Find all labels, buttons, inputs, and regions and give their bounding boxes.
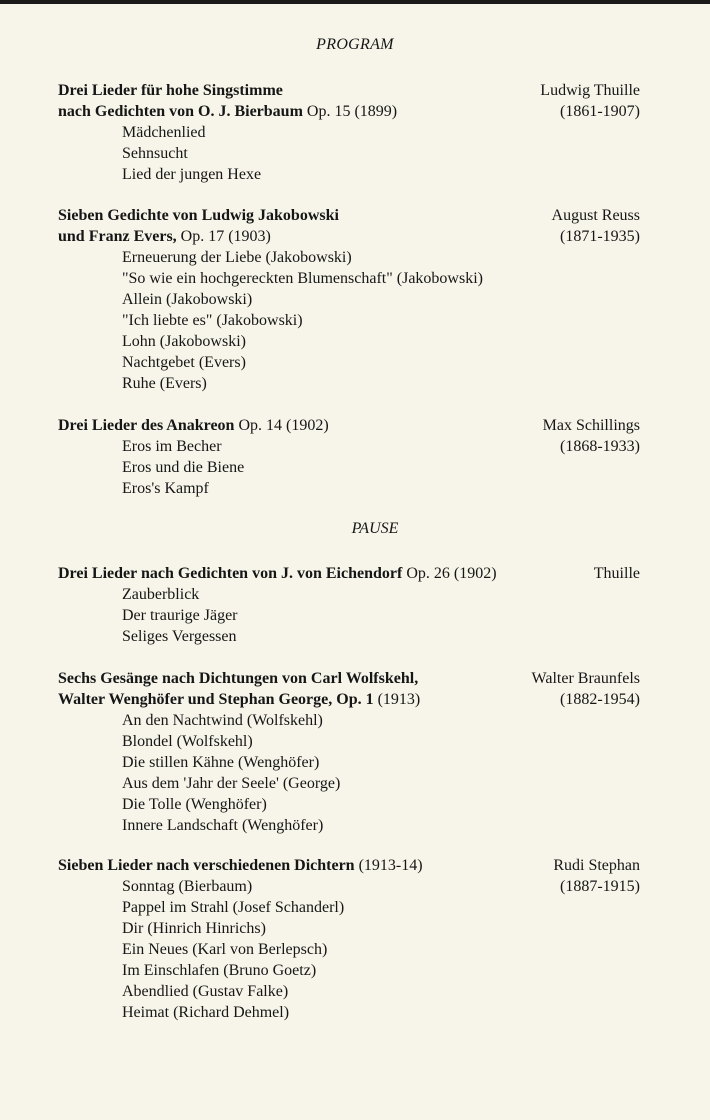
program-entry-schillings-op14	[58, 415, 640, 499]
song-item: Lohn (Jakobowski)	[122, 333, 246, 350]
program-entry-stephan	[58, 855, 640, 1023]
opus-info: Op. 26 (1902)	[402, 565, 497, 582]
program-entry-thuille-op26	[58, 563, 640, 647]
entry-title-line	[58, 855, 640, 876]
entry-title: Sechs Gesänge nach Dichtungen von Carl Wolfskehl,	[58, 670, 419, 687]
song-item: Ruhe (Evers)	[122, 375, 207, 392]
composer-dates: (1861-1907)	[560, 103, 640, 120]
song-item: "Ich liebte es" (Jakobowski)	[122, 312, 303, 329]
composer-dates: (1887-1915)	[560, 878, 640, 895]
page-top-edge	[0, 0, 710, 4]
entry-title: Drei Lieder nach Gedichten von J. von Eichendorf	[58, 565, 403, 582]
entry-title: Walter Wenghöfer und Stephan George, Op. 1	[58, 691, 374, 708]
composer-name: Ludwig Thuille	[540, 82, 640, 99]
entry-title-line	[58, 563, 640, 584]
intermission-heading: PAUSE	[351, 520, 399, 537]
song-item: Zauberblick	[122, 586, 200, 603]
composer-name: Rudi Stephan	[553, 857, 640, 874]
entry-title: Drei Lieder für hohe Singstimme	[58, 82, 283, 99]
entry-dates-line	[58, 876, 640, 897]
entry-title-line	[58, 226, 640, 247]
entry-dates-line	[58, 436, 640, 457]
opus-info: Op. 14 (1902)	[234, 417, 329, 434]
entry-title: und Franz Evers,	[58, 228, 177, 245]
entry-title-line	[58, 689, 640, 710]
song-item: "So wie ein hochgereckten Blumenschaft" (Jakobowski)	[122, 270, 483, 287]
song-list	[58, 457, 640, 499]
opus-info: Op. 17 (1903)	[176, 228, 271, 245]
entry-title: Sieben Gedichte von Ludwig Jakobowski	[58, 207, 339, 224]
song-item: Lied der jungen Hexe	[122, 166, 262, 183]
song-item: Abendlied (Gustav Falke)	[122, 983, 289, 1000]
song-item: Im Einschlafen (Bruno Goetz)	[122, 962, 317, 979]
entry-title: Drei Lieder des Anakreon	[58, 417, 235, 434]
song-item: Der traurige Jäger	[122, 607, 238, 624]
song-item: Die Tolle (Wenghöfer)	[122, 796, 267, 813]
song-item: Nachtgebet (Evers)	[122, 354, 246, 371]
entry-title-line	[58, 668, 640, 689]
song-item: Pappel im Strahl (Josef Schanderl)	[122, 899, 345, 916]
entry-title: nach Gedichten von O. J. Bierbaum	[58, 103, 303, 120]
entry-title-line	[58, 101, 640, 122]
song-item: Erneuerung der Liebe (Jakobowski)	[122, 249, 352, 266]
song-list	[58, 247, 640, 394]
composer-name: August Reuss	[551, 207, 640, 224]
program-entry-braunfels-op1	[58, 668, 640, 836]
composer-name: Max Schillings	[542, 417, 640, 434]
song-item: Allein (Jakobowski)	[122, 291, 253, 308]
song-item: Sonntag (Bierbaum)	[122, 878, 253, 895]
song-item: Die stillen Kähne (Wenghöfer)	[122, 754, 320, 771]
program-entry-reuss-op17	[58, 205, 640, 394]
song-item: Eros's Kampf	[122, 480, 209, 497]
entry-title-line	[58, 415, 640, 436]
opus-info: (1913-14)	[354, 857, 423, 874]
song-item: Eros im Becher	[122, 438, 222, 455]
song-item: Aus dem 'Jahr der Seele' (George)	[122, 775, 341, 792]
entry-title-line	[58, 205, 640, 226]
song-list	[58, 897, 640, 1023]
song-item: Sehnsucht	[122, 145, 188, 162]
program-heading: PROGRAM	[316, 36, 394, 53]
composer-name: Thuille	[593, 565, 640, 582]
program-entry-thuille-op15	[58, 80, 640, 185]
song-item: Mädchenlied	[122, 124, 206, 141]
composer-dates: (1871-1935)	[560, 228, 640, 245]
song-item: Seliges Vergessen	[122, 628, 237, 645]
song-item: Blondel (Wolfskehl)	[122, 733, 253, 750]
entry-title-line	[58, 80, 640, 101]
song-list	[58, 122, 640, 185]
song-list	[58, 710, 640, 836]
song-item: Heimat (Richard Dehmel)	[122, 1004, 290, 1021]
opus-info: (1913)	[373, 691, 421, 708]
song-item: Eros und die Biene	[122, 459, 245, 476]
opus-info: Op. 15 (1899)	[302, 103, 398, 120]
song-item: Ein Neues (Karl von Berlepsch)	[122, 941, 328, 958]
entry-title: Sieben Lieder nach verschiedenen Dichtern	[58, 857, 355, 874]
song-item: An den Nachtwind (Wolfskehl)	[122, 712, 323, 729]
song-item: Dir (Hinrich Hinrichs)	[122, 920, 266, 937]
composer-dates: (1882-1954)	[560, 691, 640, 708]
composer-name: Walter Braunfels	[531, 670, 640, 687]
song-item: Innere Landschaft (Wenghöfer)	[122, 817, 324, 834]
song-list	[58, 584, 640, 647]
composer-dates: (1868-1933)	[560, 438, 640, 455]
